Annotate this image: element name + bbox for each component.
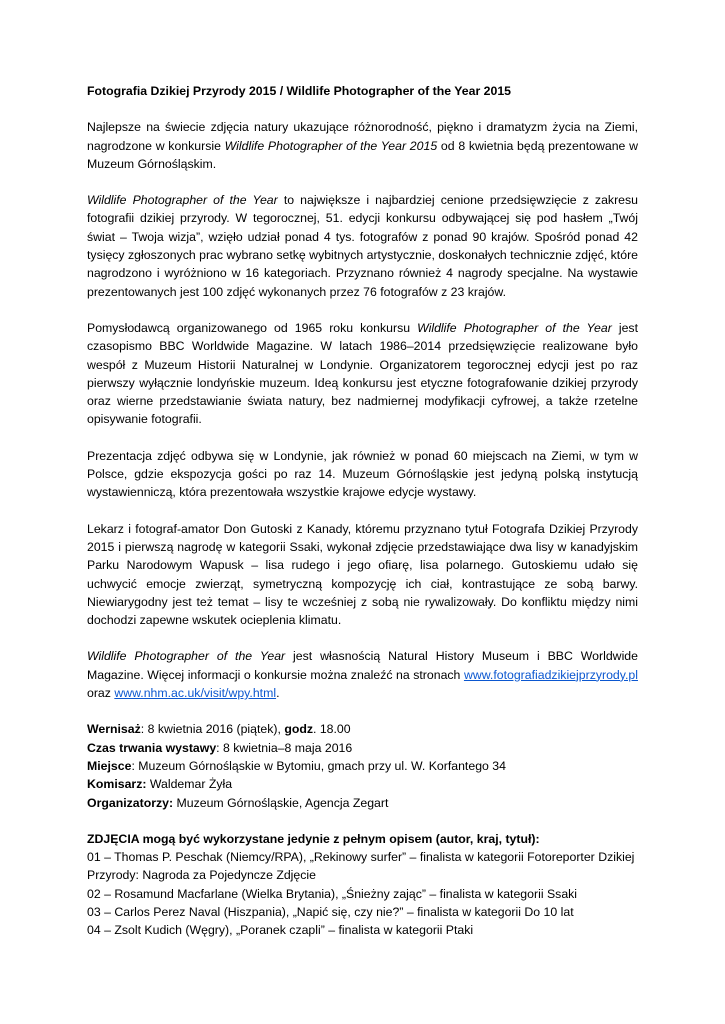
paragraph-winner: Lekarz i fotograf-amator Don Gutoski z Kanady, któremu przyznano tytuł Fotografa Dzikiej Przyrody 2015 i pierwszą nagrodę w kategorii Ssaki, wykonał zdjęcie przedstawiające dwa lisy w kanadyjskim Parku Narodowym Wapusk – lisa rudego i jego ofiarę, lisa polarnego. Gutoskiemu udało się uchwycić emocje zwierząt, symetryczną kompozycję ich ciał, kontrastujące ze sobą barwy. Niewiarygodny jest też temat – lisy te wcześniej z sobą nie rywalizowały. Do konfliktu między nimi dochodzi zapewne wskutek ocieplenia klimatu. (87, 521, 638, 628)
paragraph-ownership (87, 647, 638, 702)
paragraph-intro (87, 118, 638, 173)
paragraph-intro-text-1: Najlepsze na świecie zdjęcia natury ukazujące różnorodność, piękno i dramatyzm życia na Ziemi, nagrodzone w konkursie (87, 120, 638, 153)
paragraph-about-contest-text: to największe i najbardziej cenione przedsięwzięcie z zakresu fotografii dzikiej przyrody. W tegorocznej, 51. edycji konkursu odbywającej się pod hasłem „Twój świat – Twoja wizja”, wzięło udział ponad 4 tys. fotografów z ponad 90 krajów. Spośród ponad 42 tysięcy zgłoszonych prac wybrano setkę wybitnych artystycznie, doskonałych technicznie zdjęć, które nagrodzono i wyróżniono w 16 kategoriach. Przyznano również 4 nagrody specjalne. Na wystawie prezentowanych jest 100 zdjęć wykonanych przez 76 fotografów z 23 krajów. (87, 193, 638, 299)
place-line (87, 757, 638, 775)
paragraph-ownership-text: jest własnością Natural History Museum i BBC Worldwide Magazine. Więcej informacji o konkursie można znaleźć na stronach (87, 649, 638, 682)
photo-item-04: 04 – Zsolt Kudich (Węgry), „Poranek czapli” – finalista w kategorii Ptaki (87, 923, 474, 938)
photo-item-01: 01 – Thomas P. Peschak (Niemcy/RPA), „Rekinowy surfer” – finalista w kategorii Fotoreporter Dzikiej Przyrody: Nagroda za Pojedyncze Zdjęcie (87, 850, 635, 883)
paragraph-about-contest (87, 191, 638, 301)
paragraph-ownership-italic: Wildlife Photographer of the Year (87, 649, 286, 664)
photo-item-03: 03 – Carlos Perez Naval (Hiszpania), „Napić się, czy nie?” – finalista w kategorii Do 10 lat (87, 904, 574, 919)
paragraph-history-text-2: jest czasopismo BBC Worldwide Magazine. W latach 1986–2014 przedsięwzięcie realizowane było wespół z Muzeum Historii Naturalnej w Londynie. Organizatorem tegorocznej edycji jest po raz pierwszy wyłącznie londyńskie muzeum. Ideą konkursu jest etyczne fotografowanie dzikiej przyrody oraz wierne przedstawianie świata natury, bez nadmiernej modyfikacji cyfrowej, a także rzetelne opisywanie fotografii. (87, 320, 639, 427)
vernissage-label: Wernisaż (87, 722, 141, 737)
vernissage-value: : 8 kwietnia 2016 (piątek), (140, 722, 285, 737)
paragraph-intro-italic: Wildlife Photographer of the Year 2015 (224, 138, 438, 153)
organizers-value: Muzeum Górnośląskie, Agencja Zegart (173, 795, 389, 810)
time-value: . 18.00 (313, 722, 351, 737)
organizers-label: Organizatorzy: (87, 795, 174, 810)
photos-heading: ZDJĘCIA mogą być wykorzystane jedynie z pełnym opisem (autor, kraj, tytuł): (87, 831, 540, 846)
curator-label: Komisarz: (87, 777, 147, 792)
curator-value: Waldemar Żyła (146, 777, 233, 792)
document-page (87, 82, 638, 940)
exhibition-details (87, 720, 638, 811)
paragraph-about-contest-italic: Wildlife Photographer of the Year (87, 193, 278, 208)
paragraph-presentation: Prezentacja zdjęć odbywa się w Londynie, jak również w ponad 60 miejscach na Ziemi, w tym w Polsce, gdzie ekspozycja gości po raz 14. Muzeum Górnośląskie jest jedyną polską instytucją wystawienniczą, która prezentowała wszystkie krajowe edycje wystawy. (87, 448, 638, 500)
photo-item-02: 02 – Rosamund Macfarlane (Wielka Brytania), „Śnieżny zając” – finalista w kategorii Ssaki (87, 886, 578, 901)
paragraph-history (87, 319, 638, 429)
place-label: Miejsce (87, 758, 132, 773)
document-title: Fotografia Dzikiej Przyrody 2015 / Wildlife Photographer of the Year 2015 (87, 84, 512, 98)
link-fotografiadzikiejprzyrody[interactable]: www.fotografiadzikiejprzyrody.pl (463, 667, 638, 682)
vernissage-line (87, 720, 638, 738)
paragraph-ownership-end: . (276, 686, 280, 701)
paragraph-ownership-mid: oraz (87, 686, 115, 701)
curator-line (87, 775, 638, 793)
duration-label: Czas trwania wystawy (87, 740, 217, 755)
organizers-line (87, 794, 638, 812)
time-label: godz (284, 722, 313, 737)
paragraph-intro-text-2: od 8 kwietnia będą prezentowane w Muzeum Górnośląskim. (87, 138, 639, 171)
photos-section (87, 830, 638, 940)
link-nhm[interactable]: www.nhm.ac.uk/visit/wpy.html (114, 686, 277, 701)
duration-line (87, 739, 638, 757)
paragraph-history-text-1: Pomysłodawcą organizowanego od 1965 roku konkursu (87, 320, 418, 335)
paragraph-history-italic: Wildlife Photographer of the Year (417, 320, 612, 335)
duration-value: : 8 kwietnia–8 maja 2016 (216, 740, 353, 755)
place-value: : Muzeum Górnośląskie w Bytomiu, gmach przy ul. W. Korfantego 34 (131, 758, 506, 773)
